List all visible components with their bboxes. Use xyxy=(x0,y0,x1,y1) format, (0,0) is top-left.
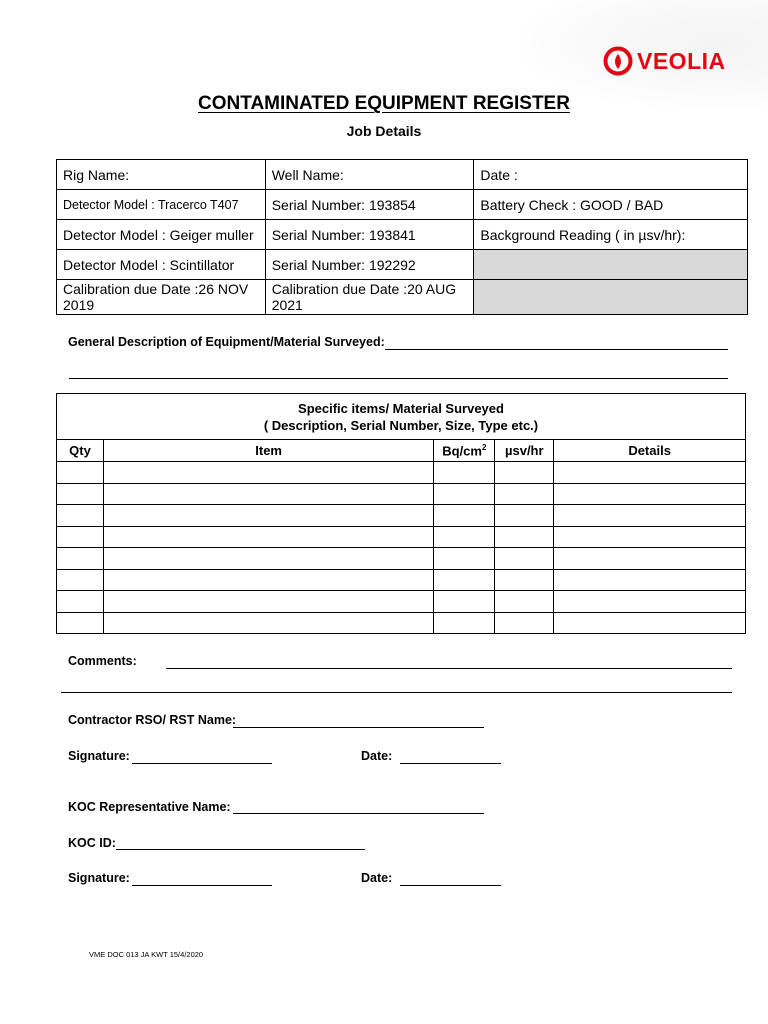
table-row xyxy=(57,548,746,570)
koc-representative-label: KOC Representative Name: xyxy=(68,800,231,814)
table-row xyxy=(57,612,746,634)
shaded-cell xyxy=(474,280,748,315)
rig-name-cell[interactable]: Rig Name: xyxy=(57,160,266,190)
column-header-row xyxy=(57,440,746,462)
comments-label: Comments: xyxy=(68,654,137,668)
table-row xyxy=(57,526,746,548)
comments-line-2[interactable] xyxy=(61,692,732,693)
date-line[interactable] xyxy=(400,763,501,764)
detector-model-cell[interactable]: Detector Model : Scintillator xyxy=(57,250,266,280)
table-row xyxy=(57,591,746,613)
koc-representative-line[interactable] xyxy=(233,813,484,814)
table-row xyxy=(57,280,748,315)
section-subtitle: Job Details xyxy=(346,123,422,139)
serial-number-cell[interactable]: Serial Number: 192292 xyxy=(265,250,474,280)
page-title: CONTAMINATED EQUIPMENT REGISTER xyxy=(198,93,570,114)
calibration-due-cell[interactable]: Calibration due Date :20 AUG 2021 xyxy=(265,280,474,315)
battery-check-cell[interactable]: Battery Check : GOOD / BAD xyxy=(474,190,748,220)
calibration-due-cell[interactable]: Calibration due Date :26 NOV 2019 xyxy=(57,280,266,315)
surveyed-items-table xyxy=(56,393,746,634)
signature-label: Signature: xyxy=(68,871,130,885)
koc-id-line[interactable] xyxy=(116,849,365,850)
signature-line[interactable] xyxy=(132,763,272,764)
contractor-name-line[interactable] xyxy=(233,727,484,728)
qty-header: Qty xyxy=(57,440,104,462)
table-row xyxy=(57,483,746,505)
general-description-label: General Description of Equipment/Material Surveyed: xyxy=(68,335,385,349)
table-heading-row xyxy=(57,394,746,440)
date-cell[interactable]: Date : xyxy=(474,160,748,190)
job-details-table xyxy=(56,159,748,315)
table-row xyxy=(57,190,748,220)
koc-id-label: KOC ID: xyxy=(68,836,116,850)
date-label: Date: xyxy=(361,871,393,885)
document-footer: VME DOC 013 JA KWT 15/4/2020 xyxy=(89,950,204,959)
signature-line[interactable] xyxy=(132,885,272,886)
veolia-logo-icon xyxy=(602,45,634,77)
detector-model-cell[interactable]: Detector Model : Geiger muller xyxy=(57,220,266,250)
table-row xyxy=(57,250,748,280)
serial-number-cell[interactable]: Serial Number: 193854 xyxy=(265,190,474,220)
background-reading-cell[interactable]: Background Reading ( in µsv/hr): xyxy=(474,220,748,250)
table-row xyxy=(57,220,748,250)
contractor-name-label: Contractor RSO/ RST Name: xyxy=(68,713,237,727)
general-description-line-2[interactable] xyxy=(69,378,728,379)
date-label: Date: xyxy=(361,749,393,763)
item-header: Item xyxy=(103,440,433,462)
well-name-cell[interactable]: Well Name: xyxy=(265,160,474,190)
serial-number-cell[interactable]: Serial Number: 193841 xyxy=(265,220,474,250)
table-row xyxy=(57,505,746,527)
veolia-logo xyxy=(602,44,726,78)
table-row xyxy=(57,160,748,190)
table-row xyxy=(57,462,746,484)
date-line[interactable] xyxy=(400,885,501,886)
table-row xyxy=(57,569,746,591)
general-description-line[interactable] xyxy=(385,349,728,350)
items-table-heading: Specific items/ Material Surveyed ( Description, Serial Number, Size, Type etc.) xyxy=(57,394,746,440)
detector-model-cell[interactable]: Detector Model : Tracerco T407 xyxy=(57,190,266,220)
comments-line[interactable] xyxy=(166,668,732,669)
logo-text: VEOLIA xyxy=(637,47,726,74)
details-header: Details xyxy=(554,440,746,462)
signature-label: Signature: xyxy=(68,749,130,763)
usv-header: µsv/hr xyxy=(495,440,554,462)
shaded-cell xyxy=(474,250,748,280)
bq-header: $Bq/cm^2$ xyxy=(434,440,495,462)
